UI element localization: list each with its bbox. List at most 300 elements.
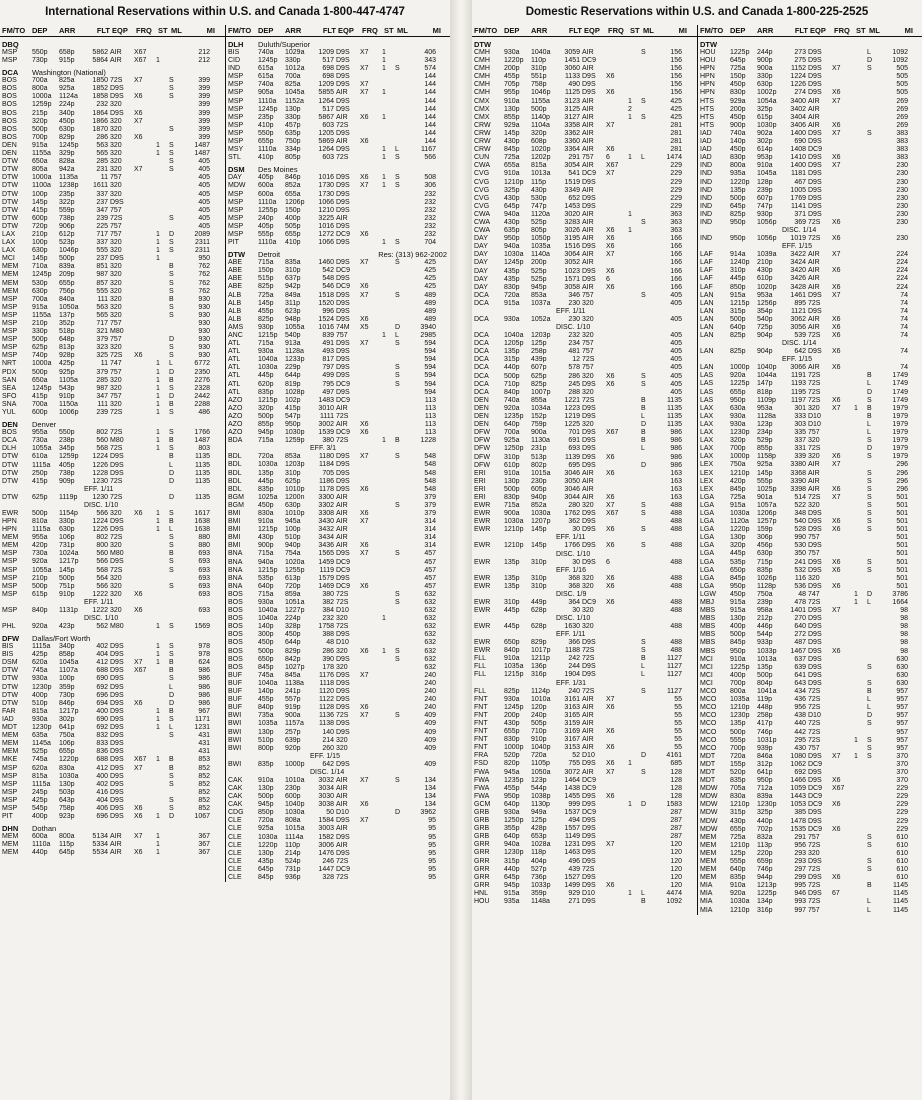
equipment: D9S xyxy=(808,631,822,639)
meal xyxy=(169,607,183,615)
flight-number: 1476 xyxy=(318,849,334,857)
equipment: D9S xyxy=(582,73,596,81)
miles: 508 xyxy=(424,174,436,182)
meal: S xyxy=(641,291,646,299)
frequency xyxy=(360,745,382,753)
frequency xyxy=(134,773,156,781)
flight-number: 564 xyxy=(96,574,108,582)
equipment: AIR xyxy=(582,113,594,121)
airport-code: DCA xyxy=(474,388,489,396)
stops xyxy=(628,235,641,243)
stops xyxy=(854,656,867,664)
equipment: AIR xyxy=(336,518,348,526)
miles: 166 xyxy=(670,235,682,243)
equipment: D9S xyxy=(582,542,596,550)
flight-number: 331 xyxy=(794,445,806,453)
miles: 405 xyxy=(198,198,210,206)
frequency: X6 xyxy=(606,73,615,81)
frequency: X6 xyxy=(134,109,143,117)
airport-code: DFW xyxy=(474,437,490,445)
airport-code: DTW xyxy=(2,174,18,182)
miles: 363 xyxy=(670,210,682,218)
stops xyxy=(854,761,867,769)
arrival-time: 505p xyxy=(285,222,301,230)
miles: 134 xyxy=(424,793,436,801)
stops: 1 xyxy=(156,509,160,517)
arrival-time: 1238p xyxy=(59,182,79,190)
flight-number: 275 xyxy=(794,57,806,65)
meal: L xyxy=(867,429,871,437)
frequency: X7 xyxy=(832,162,841,170)
departure-time: 910a xyxy=(504,170,520,178)
arrival-time: 1225p xyxy=(757,890,777,898)
flight-row xyxy=(226,122,450,130)
miles: 1067 xyxy=(194,813,210,821)
arrival-time: 1257p xyxy=(757,518,777,526)
frequency: X6 xyxy=(832,453,841,461)
arrival-time: 450p xyxy=(59,117,75,125)
arrival-time: 610p xyxy=(757,275,773,283)
equipment: 72S xyxy=(336,412,349,420)
flight-number: 30 xyxy=(572,606,580,614)
flight-number: 240 xyxy=(568,687,580,695)
equipment: D9S xyxy=(808,777,822,785)
miles: 74 xyxy=(900,348,908,356)
equipment: D9S xyxy=(336,550,350,558)
airport-code: ATL xyxy=(228,340,241,348)
departure-time: 630p xyxy=(32,287,48,295)
flight-number: 832 xyxy=(96,732,108,740)
flight-number: 291 xyxy=(794,833,806,841)
stops xyxy=(156,765,169,773)
meal: L xyxy=(867,696,871,704)
equipment: 72S xyxy=(808,898,821,906)
equipment: DC9 xyxy=(582,170,597,178)
frequency xyxy=(832,850,854,858)
equipment: 757 xyxy=(808,744,820,752)
meal: D xyxy=(867,445,873,453)
airport-code: AZO xyxy=(228,396,243,404)
arrival-time: 829p xyxy=(59,133,75,141)
arrival-time: 547p xyxy=(285,412,301,420)
city-heading xyxy=(0,68,225,77)
equipment: D9S xyxy=(808,194,822,202)
equipment: 320 xyxy=(110,150,122,158)
departure-time: 405p xyxy=(258,174,274,182)
flight-row xyxy=(226,146,450,154)
equipment: D9S xyxy=(336,190,350,198)
flight-row xyxy=(0,716,225,724)
frequency: X6 xyxy=(606,380,615,388)
stops xyxy=(854,130,867,138)
flight-row xyxy=(226,308,450,316)
frequency xyxy=(360,607,382,615)
stops xyxy=(854,729,867,737)
airport-code: BDL xyxy=(228,469,242,477)
equipment: 320 xyxy=(582,606,594,614)
equipment: AIR xyxy=(336,89,348,97)
frequency xyxy=(832,259,854,267)
frequency xyxy=(832,187,854,195)
miles: 594 xyxy=(424,388,436,396)
stops xyxy=(854,89,867,97)
airport-code: DTW xyxy=(2,675,18,683)
flight-number: 323 xyxy=(96,344,108,352)
city-heading xyxy=(0,420,225,429)
effective-note: EFF. 1/15 xyxy=(782,243,812,251)
airport-code: MDW xyxy=(700,801,718,809)
departure-time: 715a xyxy=(258,550,274,558)
departure-time: 930a xyxy=(504,808,520,816)
airport-code: HPN xyxy=(700,73,715,81)
stops xyxy=(628,421,641,429)
flight-number: 404 xyxy=(96,796,108,804)
airport-code: HTS xyxy=(700,121,714,129)
airport-code: MCO xyxy=(700,720,717,728)
meal xyxy=(169,49,183,57)
equipment: D9S xyxy=(110,732,124,740)
flight-number: 1858 xyxy=(92,93,108,101)
arrival-time: 1203p xyxy=(531,332,551,340)
stops xyxy=(854,664,867,672)
miles: 3940 xyxy=(420,323,436,331)
arrival-time: 1000p xyxy=(285,760,305,768)
stops: 1 xyxy=(854,752,858,760)
miles: 405 xyxy=(670,299,682,307)
flight-number: 230 xyxy=(568,316,580,323)
airport-code: BOS xyxy=(228,655,243,663)
effective-note: DISC. 1/10 xyxy=(556,550,591,558)
meal xyxy=(867,583,881,591)
stops: 1 xyxy=(156,437,160,445)
flight-row xyxy=(0,643,225,651)
arrival-time: 200p xyxy=(531,259,547,267)
effective-note: DISC. 1/10 xyxy=(556,324,591,332)
frequency xyxy=(832,599,854,607)
flight-number: 3032 xyxy=(318,776,334,784)
departure-time: 1145a xyxy=(32,740,51,748)
frequency xyxy=(360,470,382,478)
frequency xyxy=(832,834,854,842)
departure-time: 955a xyxy=(32,429,48,437)
flight-row xyxy=(0,57,225,65)
city-name: Duluth/Superior xyxy=(258,40,311,49)
arrival-time: 1020p xyxy=(757,283,777,291)
flight-number: 640 xyxy=(794,623,806,631)
stops xyxy=(156,542,169,550)
equipment: D9S xyxy=(808,291,822,299)
airport-code: HPN xyxy=(700,65,715,73)
equipment: 72S xyxy=(110,477,123,485)
meal: B xyxy=(169,517,174,525)
flight-number: 690 xyxy=(96,675,108,683)
miles: 409 xyxy=(424,728,436,736)
flight-row xyxy=(0,215,225,223)
meal: S xyxy=(641,647,646,655)
frequency: X6 xyxy=(606,582,615,590)
departure-time: 850p xyxy=(730,283,746,291)
frequency xyxy=(134,478,156,486)
equipment: D9S xyxy=(808,542,822,550)
arrival-time: 928p xyxy=(59,352,75,360)
arrival-time: 1207p xyxy=(531,518,551,526)
arrival-time: 953a xyxy=(757,404,773,412)
flight-number: 3364 xyxy=(564,146,580,154)
meal xyxy=(395,223,409,231)
flight-row xyxy=(698,842,922,850)
miles: 224 xyxy=(896,259,908,267)
departure-time: 500p xyxy=(730,728,746,736)
meal: S xyxy=(867,518,872,526)
meal: B xyxy=(169,437,174,445)
arrival-time: 439p xyxy=(531,356,547,364)
miles: 488 xyxy=(670,526,682,534)
arrival-time: 1128a xyxy=(757,412,776,420)
miles: 95 xyxy=(428,841,436,849)
miles: 1228 xyxy=(420,437,436,445)
departure-time: 555p xyxy=(258,230,274,238)
stops xyxy=(382,664,395,672)
meal: S xyxy=(395,776,400,784)
frequency: X6 xyxy=(832,582,841,590)
departure-time: 500p xyxy=(730,315,746,323)
effective-note: EFF. 1/11 xyxy=(84,485,114,493)
meal xyxy=(867,81,881,89)
meal: S xyxy=(867,566,872,574)
departure-time: 645p xyxy=(730,57,746,65)
meal: S xyxy=(395,364,400,372)
airport-code: FSD xyxy=(474,760,488,768)
flight-number: 3398 xyxy=(790,485,806,493)
equipment: DC9 xyxy=(336,429,351,437)
flight-number: 30 xyxy=(572,558,580,566)
flight-row xyxy=(472,599,697,607)
flight-row xyxy=(0,239,225,247)
equipment: AIR xyxy=(336,776,348,784)
flight-number: 1080 xyxy=(790,752,806,760)
stops xyxy=(854,267,867,275)
flight-number: 797 xyxy=(322,364,334,372)
stops xyxy=(854,801,867,809)
miles: 957 xyxy=(896,704,908,712)
stops xyxy=(854,324,867,332)
city-name: Dothan xyxy=(32,824,57,834)
stops xyxy=(628,607,641,615)
frequency xyxy=(606,405,628,413)
miles: 383 xyxy=(896,146,908,154)
meal: S xyxy=(641,380,646,388)
frequency xyxy=(134,191,156,199)
equipment: D9S xyxy=(336,239,350,247)
miles: 1749 xyxy=(892,396,908,404)
flight-row xyxy=(226,777,450,785)
departure-time: 615a xyxy=(258,73,274,81)
meal xyxy=(395,389,409,397)
stops xyxy=(382,817,395,825)
meal: S xyxy=(867,663,872,671)
airport-code: CAK xyxy=(228,793,243,801)
airport-code: DAY xyxy=(474,235,488,243)
meal xyxy=(641,817,655,825)
meal: D xyxy=(169,336,175,344)
stops xyxy=(854,251,867,259)
flight-number: 301 xyxy=(794,404,806,412)
flight-row xyxy=(226,534,450,542)
stops xyxy=(156,575,169,583)
frequency xyxy=(832,114,854,122)
arrival-time: 1105p xyxy=(531,760,550,768)
meal: L xyxy=(641,889,645,897)
flight-number: 1226 xyxy=(790,81,806,89)
stops xyxy=(382,340,395,348)
flight-row xyxy=(472,57,697,65)
flight-row xyxy=(0,377,225,385)
flight-row xyxy=(0,385,225,393)
flight-number: 3060 xyxy=(564,65,580,73)
frequency xyxy=(606,809,628,817)
miles: 425 xyxy=(670,97,682,105)
stops: 1 xyxy=(156,841,160,849)
frequency: X7 xyxy=(360,291,369,299)
departure-time: 625p xyxy=(32,493,48,501)
frequency xyxy=(134,724,156,732)
stops xyxy=(854,73,867,81)
flight-row xyxy=(698,413,922,421)
equipment: AIR xyxy=(336,526,348,534)
flight-row xyxy=(226,348,450,356)
stops: 1 xyxy=(382,182,386,190)
equipment: AIR xyxy=(808,461,820,469)
airport-code: CAK xyxy=(228,784,243,792)
departure-time: 500p xyxy=(32,368,48,376)
departure-time: 145p xyxy=(504,129,520,137)
meal xyxy=(395,518,409,526)
meal: S xyxy=(867,509,872,517)
meal xyxy=(395,688,409,696)
airport-code: DTW xyxy=(2,691,18,699)
flight-number: 642 xyxy=(794,348,806,356)
header-stops: ST xyxy=(384,26,394,35)
flight-number: 3006 xyxy=(318,841,334,849)
flight-row xyxy=(698,567,922,575)
airport-code: BGM xyxy=(228,501,244,509)
arrival-time: 557p xyxy=(285,696,301,704)
arrival-time: 115p xyxy=(531,178,547,186)
departure-time: 655p xyxy=(258,138,274,146)
stops xyxy=(156,453,169,461)
arrival-time: 1124a xyxy=(59,93,78,101)
miles: 488 xyxy=(670,574,682,582)
equipment: 72S xyxy=(582,396,595,404)
departure-time: 825p xyxy=(504,687,520,695)
departure-time: 420p xyxy=(730,477,746,485)
arrival-time: 808a xyxy=(285,817,301,825)
arrival-time: 1217p xyxy=(59,707,79,715)
miles: 1135 xyxy=(666,413,682,421)
flight-number: 1222 xyxy=(92,590,108,598)
frequency: X7 xyxy=(832,461,841,469)
airport-code: BMI xyxy=(228,542,241,550)
equipment: 757 xyxy=(582,348,594,356)
flight-row xyxy=(226,356,450,364)
flight-number: 993 xyxy=(794,898,806,906)
arrival-time: 923p xyxy=(59,813,75,821)
miles: 594 xyxy=(424,372,436,380)
equipment: D9S xyxy=(110,796,124,804)
frequency xyxy=(832,809,854,817)
flight-number: 800 xyxy=(96,542,108,550)
equipment: AIR xyxy=(582,186,594,194)
meal: L xyxy=(169,461,173,469)
departure-time: 915a xyxy=(32,303,48,311)
frequency xyxy=(832,745,854,753)
miles: 314 xyxy=(424,526,436,534)
miles: 281 xyxy=(670,146,682,154)
flight-row xyxy=(226,381,450,389)
flight-number: 299 xyxy=(794,874,806,882)
departure-time: 555p xyxy=(730,858,746,865)
departure-time: 1215p xyxy=(258,566,278,574)
departure-time: 930a xyxy=(504,316,520,323)
equipment: AIR xyxy=(582,129,594,137)
departure-time: 320p xyxy=(32,117,48,125)
frequency: X7 xyxy=(134,659,143,667)
frequency xyxy=(134,708,156,716)
meal: B xyxy=(641,437,646,445)
stops xyxy=(628,882,641,890)
flight-number: 346 xyxy=(568,291,580,299)
frequency xyxy=(360,239,382,247)
departure-time: 655p xyxy=(730,388,746,396)
meal xyxy=(169,223,183,231)
arrival-time: 738p xyxy=(59,214,75,222)
header-frequency: FRQ xyxy=(362,26,378,35)
frequency xyxy=(134,239,156,247)
flight-row xyxy=(472,429,697,437)
flight-row xyxy=(0,756,225,764)
airport-code: MBJ xyxy=(700,599,714,606)
airport-code: LAX xyxy=(2,230,16,238)
flight-number: 652 xyxy=(568,194,580,202)
frequency xyxy=(134,470,156,478)
flight-number: 688 xyxy=(96,756,108,764)
flight-number: 333 xyxy=(794,412,806,420)
equipment: 320 xyxy=(110,303,122,311)
flight-number: 3159 xyxy=(564,719,580,727)
flight-number: 1400 xyxy=(790,162,806,170)
flight-number: 350 xyxy=(794,550,806,558)
departure-time: 400p xyxy=(730,623,746,631)
miles: 957 xyxy=(896,728,908,736)
departure-time: 950p xyxy=(730,235,746,243)
frequency xyxy=(606,413,628,421)
arrival-time: 832a xyxy=(757,833,773,841)
flight-number: 286 xyxy=(322,647,334,655)
airport-code: ANC xyxy=(228,332,243,339)
airport-code: LAX xyxy=(700,404,714,412)
equipment: D9S xyxy=(808,623,822,631)
flight-number: 688 xyxy=(96,667,108,675)
frequency xyxy=(360,73,382,81)
arrival-time: 1109p xyxy=(757,396,776,404)
departure-time: 915a xyxy=(504,299,520,307)
departure-time: 125p xyxy=(730,849,746,857)
equipment: D9S xyxy=(582,413,596,421)
equipment: 757 xyxy=(336,332,348,339)
stops: 1 xyxy=(382,146,386,154)
meal xyxy=(395,348,409,356)
miles: 1231 xyxy=(194,724,210,732)
